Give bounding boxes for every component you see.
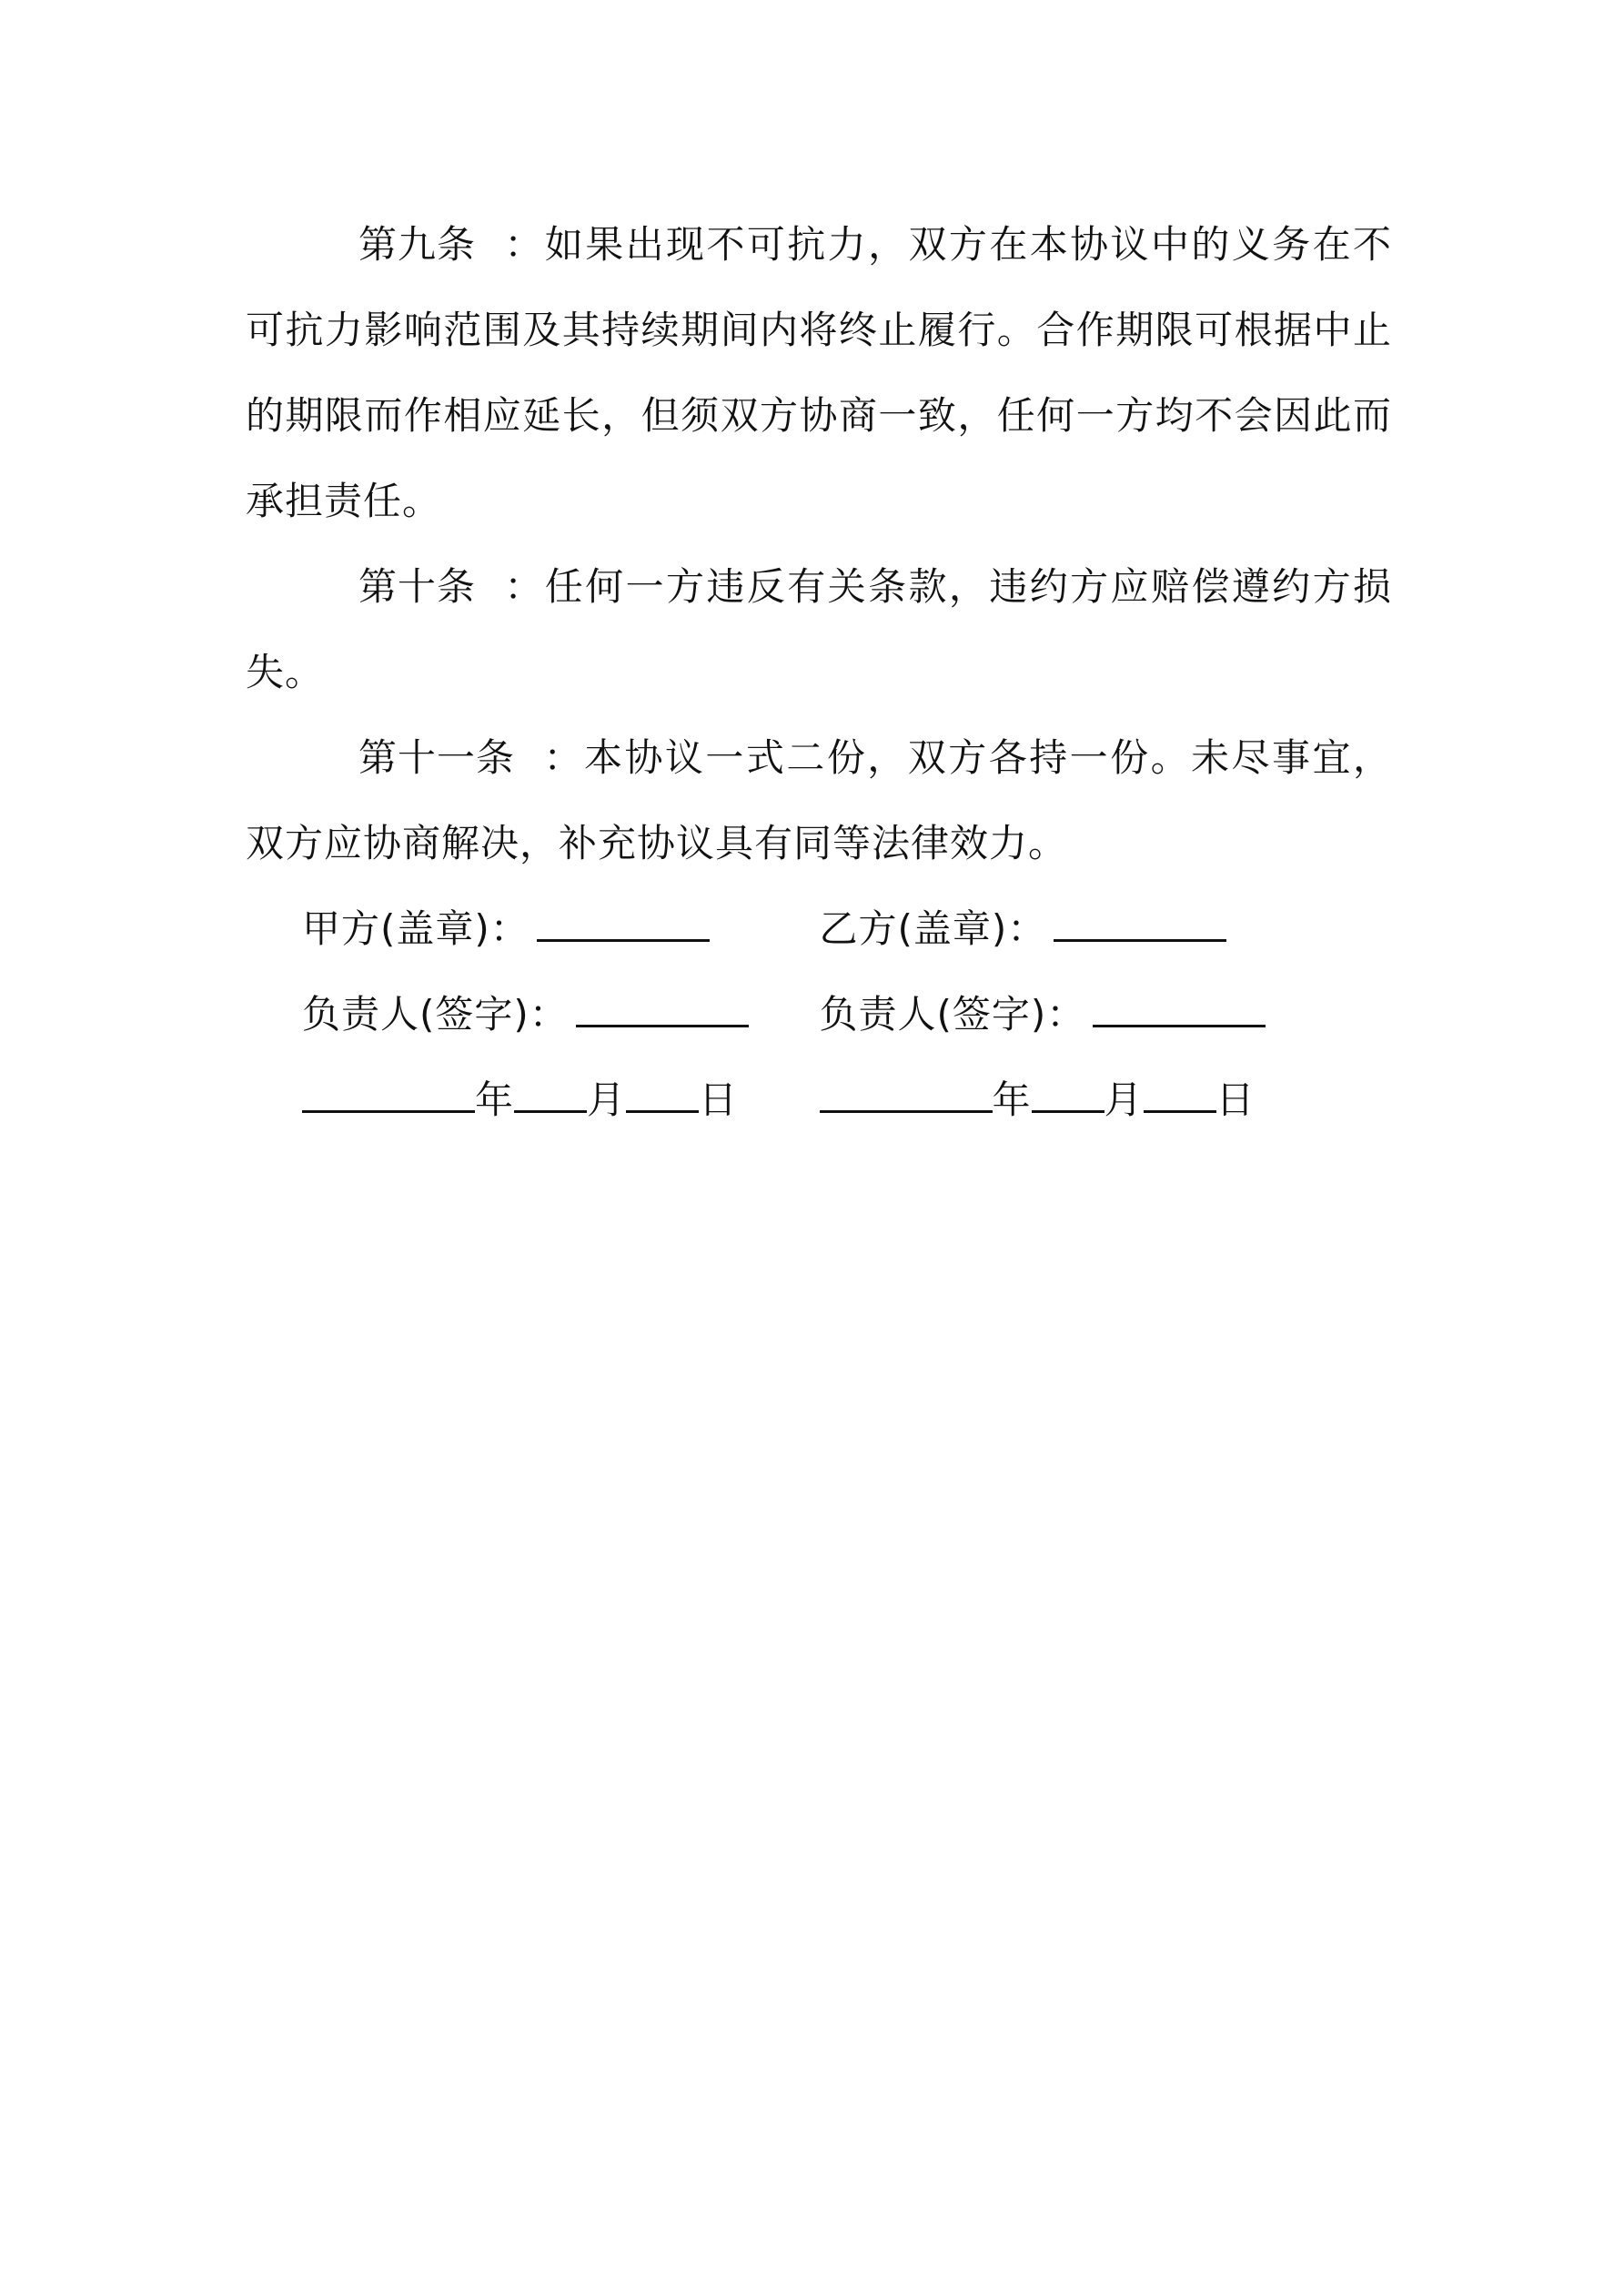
party-b-year-blank (820, 1068, 993, 1113)
document-body (246, 202, 1392, 1143)
party-a-day-blank (626, 1068, 699, 1113)
party-b-signer (820, 972, 1392, 1057)
party-a-signer-blank (576, 983, 749, 1027)
party-a-year-blank (302, 1068, 475, 1113)
article-11 (246, 715, 1392, 886)
article-9 (246, 202, 1392, 544)
party-b-day-blank (1144, 1068, 1216, 1113)
party-a-seal (246, 886, 820, 972)
party-b-day-label: 日 (1215, 1077, 1256, 1122)
party-b-year-label: 年 (992, 1077, 1032, 1122)
party-a-seal-blank (537, 897, 710, 942)
party-a-signer (246, 972, 820, 1057)
party-b-seal-label: 乙方(盖章)： (819, 906, 1047, 951)
party-a-day-label: 日 (699, 1077, 739, 1122)
article-9-number: 第九条 (358, 222, 477, 267)
party-a-seal-label: 甲方(盖章)： (302, 906, 530, 951)
article-11-number: 第十一条 (358, 735, 516, 780)
party-a-month-label: 月 (587, 1077, 627, 1122)
article-10 (246, 544, 1392, 715)
party-b-seal (820, 886, 1392, 972)
party-b-month-label: 月 (1104, 1077, 1144, 1122)
party-a-month-blank (514, 1068, 587, 1113)
party-b-signer-blank (1093, 983, 1266, 1027)
article-10-text: ：任何一方违反有关条款，违约方应赔偿遵约方损失。 (246, 564, 1392, 694)
party-b-seal-blank (1054, 897, 1226, 942)
party-a-date (246, 1057, 820, 1143)
signature-block (246, 886, 1392, 1143)
article-10-number: 第十条 (358, 564, 477, 609)
signer-row (246, 972, 1392, 1057)
party-b-signer-label: 负责人(签字)： (819, 992, 1086, 1037)
date-row (246, 1057, 1392, 1143)
party-b-date (820, 1057, 1392, 1143)
party-b-month-blank (1032, 1068, 1105, 1113)
article-11-text: ：本协议一式二份，双方各持一份。未尽事宜，双方应协商解决，补充协议具有同等法律效力。 (246, 735, 1392, 865)
party-a-signer-label: 负责人(签字)： (302, 992, 569, 1037)
seal-row (246, 886, 1392, 972)
party-a-year-label: 年 (475, 1077, 515, 1122)
article-9-text: ：如果出现不可抗力，双方在本协议中的义务在不可抗力影响范围及其持续期间内将终止履行。合作期限可根据中止的期限而作相应延长，但须双方协商一致，任何一方均不会因此而承担责任。 (246, 222, 1392, 523)
